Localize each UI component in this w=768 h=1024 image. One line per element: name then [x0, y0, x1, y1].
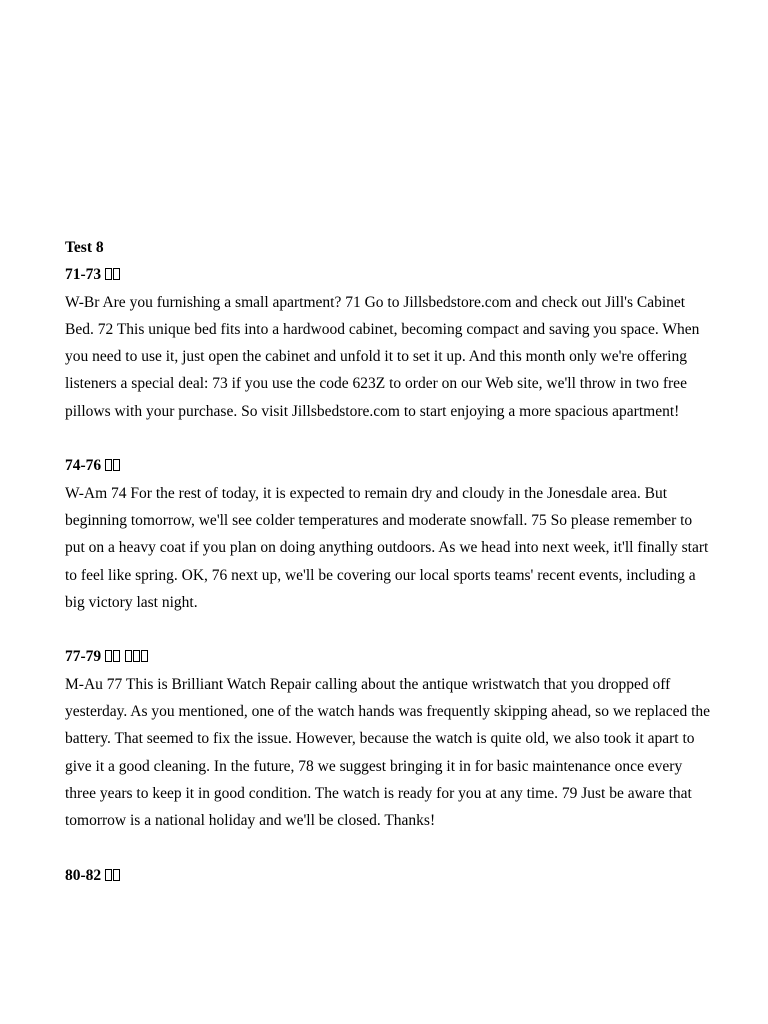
missing-glyph-icon — [101, 266, 121, 283]
missing-glyph-box-icon — [133, 650, 140, 662]
missing-glyph-box-icon — [113, 268, 120, 280]
section-heading — [65, 643, 715, 670]
section-74-76 — [65, 452, 715, 616]
section-77-79 — [65, 643, 715, 834]
section-heading — [65, 452, 715, 479]
section-number: 80-82 — [65, 866, 102, 884]
missing-glyph-icon — [101, 457, 121, 474]
missing-glyph-box-icon — [113, 650, 120, 662]
missing-glyph-box-icon — [105, 869, 112, 881]
missing-glyph-box-icon — [105, 650, 112, 662]
section-number: 71-73 — [65, 266, 102, 284]
missing-glyph-box-icon — [105, 268, 112, 280]
section-number: 77-79 — [65, 648, 102, 666]
section-body: W-Am 74 For the rest of today, it is expected to remain dry and cloudy in the Jonesdale area. But beginning tomorrow, we'll see colder temperatures and moderate snowfall. 75 So please remember to put on a heavy coat if you plan on doing anything outdoors. As we head into next week, it'll finally start to feel like spring. OK, 76 next up, we'll be covering our local sports teams' recent events, including a big victory last night. — [65, 484, 709, 611]
section-heading — [65, 261, 715, 288]
missing-glyph-box-icon — [113, 869, 120, 881]
document-title: Test 8 — [65, 239, 104, 256]
section-80-82 — [65, 862, 715, 889]
section-71-73 — [65, 261, 715, 425]
missing-glyph-box-icon — [105, 459, 112, 471]
missing-glyph-box-icon — [125, 650, 132, 662]
section-number: 74-76 — [65, 457, 102, 475]
document-page — [65, 234, 715, 889]
missing-glyph-icon — [101, 867, 121, 884]
section-heading — [65, 862, 715, 889]
missing-glyph-icon — [101, 648, 149, 665]
missing-glyph-box-icon — [141, 650, 148, 662]
section-body: M-Au 77 This is Brilliant Watch Repair calling about the antique wristwatch that you dropped off yesterday. As you mentioned, one of the watch hands was frequently skipping ahead, so we replaced the battery. That seemed to fix the issue. However, because the watch is quite old, we also took it apart to give it a good cleaning. In the future, 78 we suggest bringing it in for basic maintenance once every three years to keep it in good condition. The watch is ready for you at any time. 79 Just be aware that tomorrow is a national holiday and we'll be closed. Thanks! — [65, 675, 711, 830]
missing-glyph-box-icon — [113, 459, 120, 471]
section-body: W-Br Are you furnishing a small apartment? 71 Go to Jillsbedstore.com and check out Jill's Cabinet Bed. 72 This unique bed fits into a hardwood cabinet, becoming compact and saving you space. When you need to use it, just open the cabinet and unfold it to set it up. And this month only we're offering listeners a special deal: 73 if you use the code 623Z to order on our Web site, we'll throw in two free pillows with your purchase. So visit Jillsbedstore.com to start enjoying a more spacious apartment! — [65, 293, 700, 420]
